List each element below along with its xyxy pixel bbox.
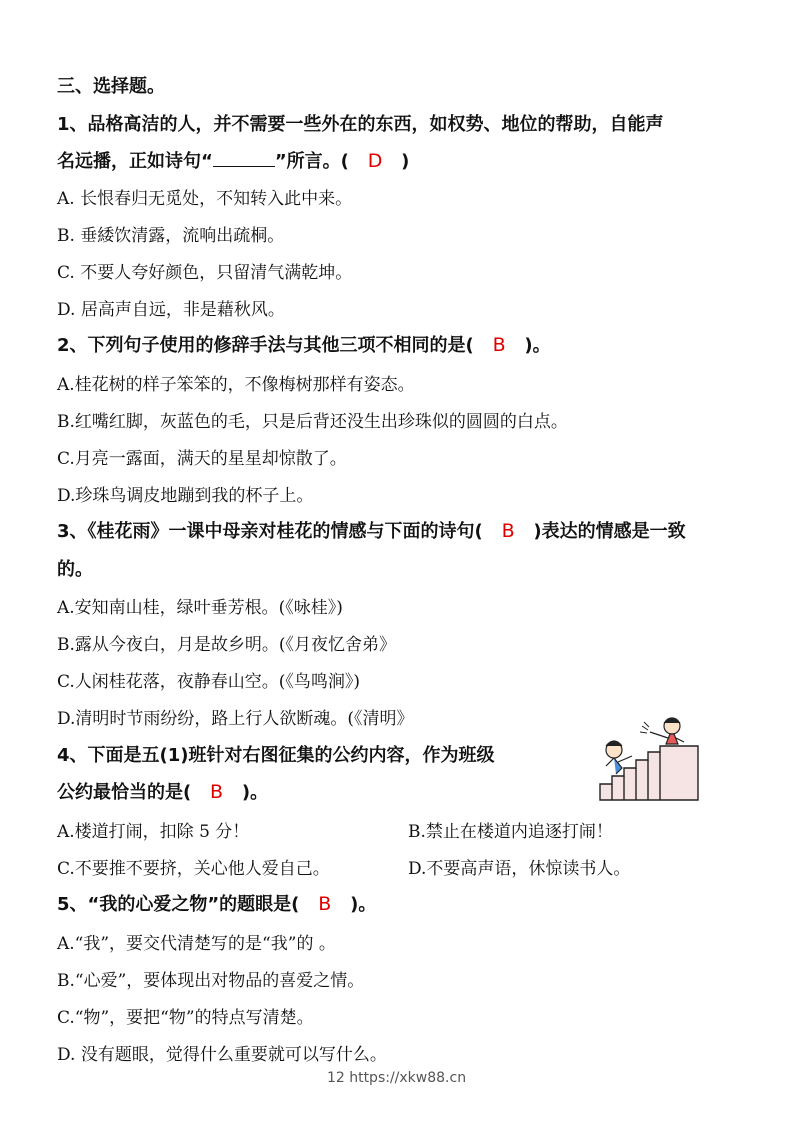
q2-stem-post: )。 [524, 335, 551, 356]
stairs-illustration [592, 712, 700, 802]
q1-stem-line2 [57, 147, 409, 173]
q1-option-d: D. 居高声自远，非是藉秋风。 [57, 300, 285, 320]
q3-option-c: C.人闲桂花落，夜静春山空。(《鸟鸣涧》) [57, 672, 361, 692]
q5-option-c: C.“物”，要把“物”的特点写清楚。 [57, 1008, 314, 1028]
q4-option-d: D.不要高声语，休惊读书人。 [408, 859, 631, 879]
q3-option-a: A.安知南山桂，绿叶垂芳根。(《咏桂》) [57, 598, 343, 618]
q1-option-b: B. 垂緌饮清露，流响出疏桐。 [57, 226, 285, 246]
q4-option-b: B.禁止在楼道内追逐打闹！ [408, 822, 613, 842]
q5-stem [57, 890, 376, 916]
q3-option-d: D.清明时节雨纷纷，路上行人欲断魂。(《清明》 [57, 709, 414, 729]
q5-option-a: A.“我”，要交代清楚写的是“我”的 。 [57, 934, 336, 954]
q3-stem-line2: 的。 [57, 559, 93, 580]
q1-stem-pre: 名远播，正如诗句“ [57, 151, 213, 172]
q2-option-c: C.月亮一露面，满天的星星却惊散了。 [57, 449, 347, 469]
q1-stem-post: ) [401, 151, 410, 172]
q1-stem-line1: 1、品格高洁的人，并不需要一些外在的东西，如权势、地位的帮助，自能声 [57, 114, 664, 135]
q4-stem-post: )。 [241, 782, 269, 803]
q2-stem-pre: 2、下列句子使用的修辞手法与其他三项不相同的是( [57, 335, 474, 356]
q5-option-b: B.“心爱”，要体现出对物品的喜爱之情。 [57, 971, 365, 991]
q3-stem-line1 [57, 517, 686, 543]
q4-answer: B [210, 781, 224, 803]
q4-option-a: A.楼道打闹，扣除 5 分！ [57, 822, 250, 842]
q4-option-c: C.不要推不要挤，关心他人爱自己。 [57, 859, 330, 879]
section-title: 三、选择题。 [57, 76, 165, 97]
q5-answer: B [318, 893, 332, 915]
q4-stem-line1: 4、下面是五(1)班针对右图征集的公约内容，作为班级 [57, 745, 495, 766]
q5-stem-post: )。 [350, 894, 377, 915]
q3-stem-pre: 3、《桂花雨》一课中母亲对桂花的情感与下面的诗句( [57, 521, 483, 542]
q3-answer: B [501, 520, 515, 542]
q4-stem-line2 [57, 778, 268, 804]
kid-right [650, 718, 684, 744]
page-footer: 12 https://xkw88.cn [326, 1070, 467, 1086]
q1-fill-blank [213, 152, 275, 167]
q5-stem-pre: 5、“我的心爱之物”的题眼是( [57, 894, 300, 915]
q1-answer: D [367, 150, 383, 172]
q3-stem-post: )表达的情感是一致 [533, 521, 686, 542]
q1-stem-mid: ”所言。( [274, 151, 349, 172]
q2-option-b: B.红嘴红脚，灰蓝色的毛，只是后背还没生出珍珠似的圆圆的白点。 [57, 412, 568, 432]
q3-option-b: B.露从今夜白，月是故乡明。(《月夜忆舍弟》 [57, 635, 397, 655]
q4-stem-pre: 公约最恰当的是( [57, 782, 192, 803]
q2-stem [57, 331, 551, 357]
q5-option-d: D. 没有题眼，觉得什么重要就可以写什么。 [57, 1045, 387, 1065]
q2-option-a: A.桂花树的样子笨笨的，不像梅树那样有姿态。 [57, 375, 415, 395]
q1-option-c: C. 不要人夸好颜色，只留清气满乾坤。 [57, 263, 353, 283]
q2-option-d: D.珍珠鸟调皮地蹦到我的杯子上。 [57, 486, 314, 506]
q2-answer: B [492, 334, 506, 356]
q1-option-a: A. 长恨春归无觅处，不知转入此中来。 [57, 189, 353, 209]
